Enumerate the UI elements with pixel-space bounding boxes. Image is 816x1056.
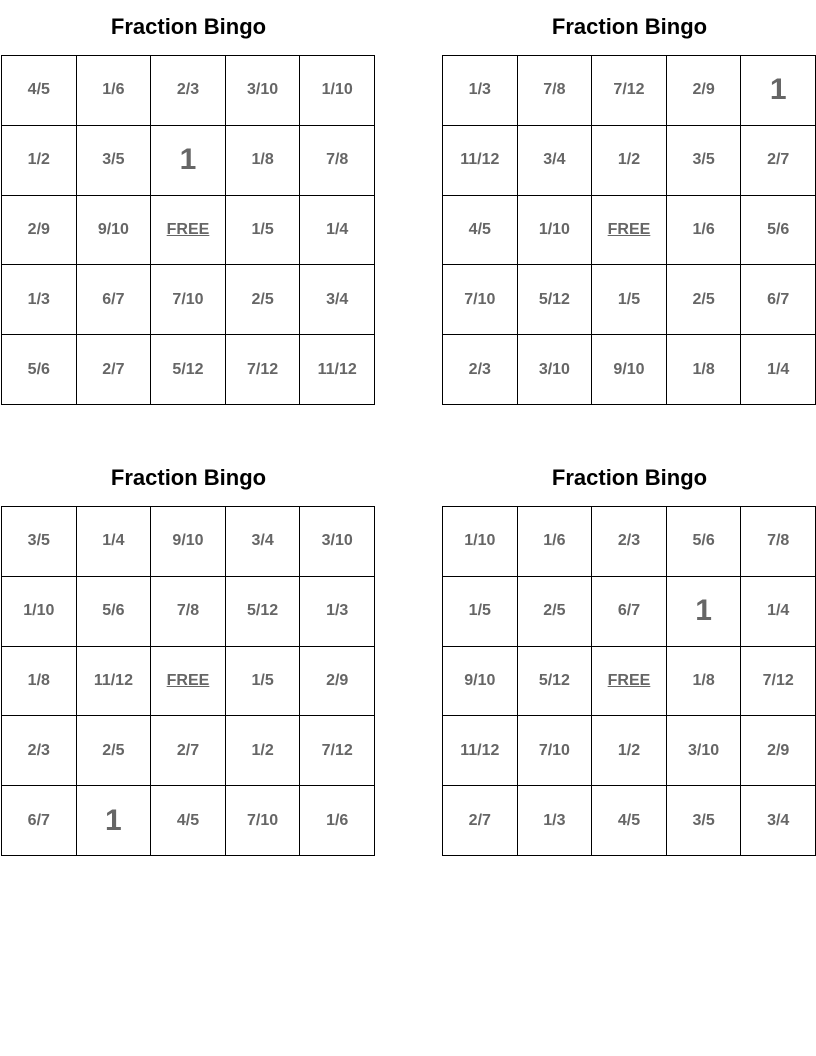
bingo-cell: 1/8 [667, 335, 742, 405]
bingo-cell: 1/2 [2, 126, 77, 196]
bingo-cell: 6/7 [2, 786, 77, 856]
bingo-cell: 1/10 [518, 196, 593, 266]
bingo-cell: 1/5 [226, 196, 301, 266]
bingo-cell: 1/2 [592, 126, 667, 196]
bingo-cell: 1/2 [592, 716, 667, 786]
bingo-cell: 1/4 [300, 196, 375, 266]
bingo-cell: 1/4 [741, 577, 816, 647]
card-title: Fraction Bingo [110, 465, 267, 490]
bingo-cell: 2/7 [443, 786, 518, 856]
bingo-cell: 1/4 [741, 335, 816, 405]
bingo-cell: 7/12 [226, 335, 301, 405]
bingo-cell: 7/8 [518, 56, 593, 126]
bingo-cell: 1/3 [2, 265, 77, 335]
bingo-cell: 1/3 [518, 786, 593, 856]
bingo-cell: 2/3 [592, 507, 667, 577]
bingo-cell: 6/7 [77, 265, 152, 335]
bingo-grid [1, 506, 375, 856]
bingo-cell: 1/2 [226, 716, 301, 786]
bingo-cell: 1/5 [443, 577, 518, 647]
bingo-cell: 3/4 [226, 507, 301, 577]
bingo-cell: 1 [77, 786, 152, 856]
card-title: Fraction Bingo [110, 14, 267, 39]
bingo-cell: 2/7 [77, 335, 152, 405]
bingo-cell: 3/10 [226, 56, 301, 126]
bingo-cell: 2/5 [667, 265, 742, 335]
bingo-cell: 4/5 [592, 786, 667, 856]
bingo-cell: 6/7 [592, 577, 667, 647]
bingo-cell: 5/6 [2, 335, 77, 405]
bingo-grid [442, 506, 816, 856]
bingo-cell: 3/4 [518, 126, 593, 196]
bingo-cell: 5/12 [518, 647, 593, 717]
bingo-cell: 3/5 [667, 126, 742, 196]
bingo-cell: 2/9 [667, 56, 742, 126]
bingo-cell: 3/5 [667, 786, 742, 856]
bingo-cell: 5/6 [741, 196, 816, 266]
bingo-cell: 3/10 [300, 507, 375, 577]
bingo-cell: 5/12 [151, 335, 226, 405]
bingo-cell: 7/8 [300, 126, 375, 196]
bingo-cell: 5/6 [77, 577, 152, 647]
bingo-cell: 2/5 [518, 577, 593, 647]
bingo-cell: 7/10 [226, 786, 301, 856]
bingo-grid [442, 55, 816, 405]
bingo-cell: 1/10 [300, 56, 375, 126]
bingo-cell: 1/8 [226, 126, 301, 196]
bingo-cell: 11/12 [443, 126, 518, 196]
bingo-cell: 9/10 [592, 335, 667, 405]
free-space-cell: FREE [592, 647, 667, 717]
bingo-cell: 1/6 [300, 786, 375, 856]
bingo-cell: 3/5 [2, 507, 77, 577]
free-space-cell: FREE [151, 196, 226, 266]
bingo-cell: 7/12 [741, 647, 816, 717]
bingo-cell: 1/6 [518, 507, 593, 577]
bingo-cell: 3/10 [518, 335, 593, 405]
bingo-cell: 9/10 [443, 647, 518, 717]
bingo-cell: 1 [741, 56, 816, 126]
bingo-cell: 7/10 [518, 716, 593, 786]
bingo-cell: 1 [667, 577, 742, 647]
bingo-cell: 1/8 [667, 647, 742, 717]
bingo-cell: 7/12 [592, 56, 667, 126]
bingo-cell: 7/10 [151, 265, 226, 335]
bingo-cell: 2/7 [741, 126, 816, 196]
bingo-cell: 5/12 [226, 577, 301, 647]
bingo-cell: 4/5 [443, 196, 518, 266]
bingo-cell: 7/10 [443, 265, 518, 335]
bingo-cell: 7/8 [741, 507, 816, 577]
bingo-cell: 2/3 [151, 56, 226, 126]
bingo-cell: 1/3 [300, 577, 375, 647]
bingo-cell: 4/5 [2, 56, 77, 126]
card-title: Fraction Bingo [551, 465, 708, 490]
bingo-cell: 5/6 [667, 507, 742, 577]
card-title: Fraction Bingo [551, 14, 708, 39]
bingo-cell: 9/10 [151, 507, 226, 577]
bingo-cell: 1/5 [226, 647, 301, 717]
free-space-cell: FREE [592, 196, 667, 266]
bingo-cell: 1/8 [2, 647, 77, 717]
bingo-grid [1, 55, 375, 405]
bingo-cell: 1/6 [77, 56, 152, 126]
bingo-cell: 7/8 [151, 577, 226, 647]
bingo-cell: 1 [151, 126, 226, 196]
bingo-cell: 2/5 [77, 716, 152, 786]
bingo-cell: 9/10 [77, 196, 152, 266]
bingo-cell: 3/4 [741, 786, 816, 856]
bingo-cell: 1/3 [443, 56, 518, 126]
bingo-cell: 2/5 [226, 265, 301, 335]
bingo-cell: 3/4 [300, 265, 375, 335]
bingo-cell: 2/9 [741, 716, 816, 786]
bingo-cell: 6/7 [741, 265, 816, 335]
bingo-cell: 2/3 [443, 335, 518, 405]
bingo-cell: 1/5 [592, 265, 667, 335]
free-space-cell: FREE [151, 647, 226, 717]
bingo-cell: 3/5 [77, 126, 152, 196]
bingo-cell: 1/10 [443, 507, 518, 577]
bingo-cell: 5/12 [518, 265, 593, 335]
bingo-cell: 7/12 [300, 716, 375, 786]
bingo-cell: 3/10 [667, 716, 742, 786]
bingo-cell: 2/9 [2, 196, 77, 266]
bingo-cell: 2/7 [151, 716, 226, 786]
bingo-cell: 4/5 [151, 786, 226, 856]
bingo-cell: 1/10 [2, 577, 77, 647]
bingo-cell: 1/6 [667, 196, 742, 266]
bingo-cell: 1/4 [77, 507, 152, 577]
bingo-cell: 11/12 [300, 335, 375, 405]
bingo-cell: 2/3 [2, 716, 77, 786]
bingo-cell: 2/9 [300, 647, 375, 717]
bingo-cell: 11/12 [77, 647, 152, 717]
bingo-cell: 11/12 [443, 716, 518, 786]
